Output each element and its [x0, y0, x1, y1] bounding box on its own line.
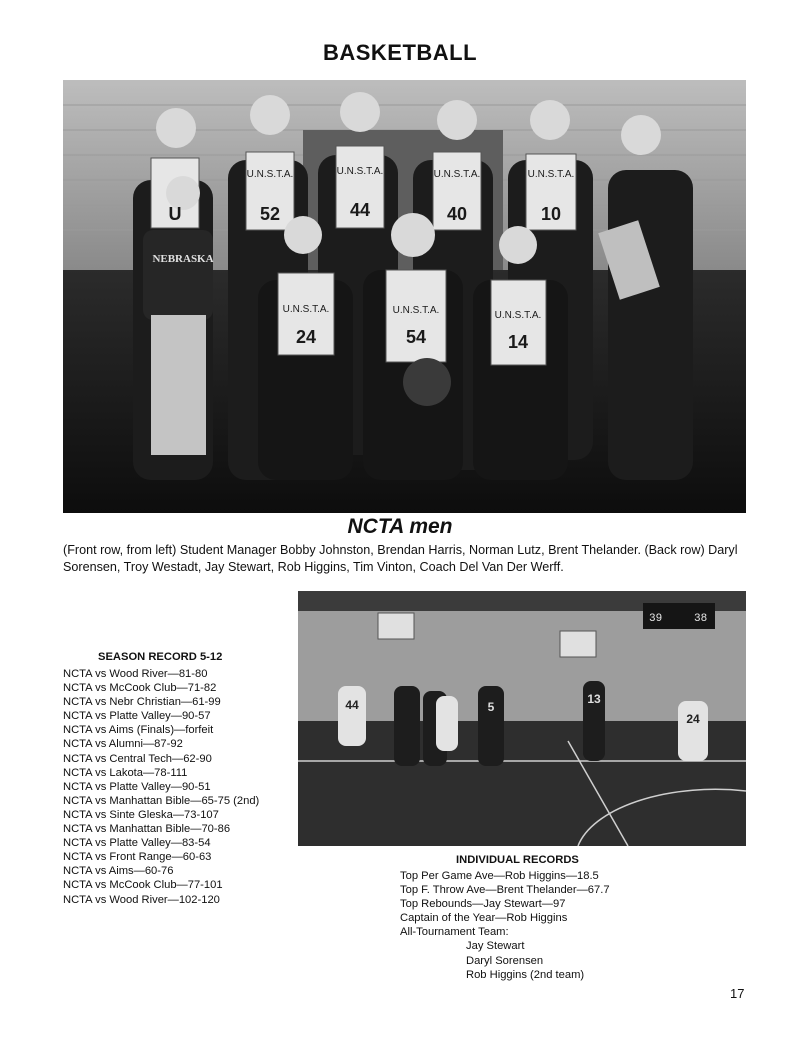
all-tournament-item: Jay Stewart — [466, 940, 525, 953]
list-item: Captain of the Year—Rob Higgins — [400, 912, 568, 925]
list-item: Top F. Throw Ave—Brent Thelander—67.7 — [400, 884, 610, 897]
back-jersey-1: U — [168, 204, 182, 224]
front-jersey-2: 54 — [405, 327, 427, 347]
back-jersey-3: 44 — [349, 200, 371, 220]
sweatshirt-text: NEBRASKA — [152, 253, 214, 265]
list-item: NCTA vs Manhattan Bible—65-75 (2nd) — [63, 794, 260, 807]
jersey-lettering-1: U.N.S.T.A. — [246, 169, 294, 180]
list-item: NCTA vs Aims (Finals)—forfeit — [63, 724, 214, 737]
list-item: NCTA vs Nebr Christian—61-99 — [63, 696, 221, 709]
front-jersey-3: 14 — [507, 332, 529, 352]
jersey-lettering-7: U.N.S.T.A. — [494, 310, 542, 321]
jersey-lettering-3: U.N.S.T.A. — [433, 169, 481, 180]
back-jersey-2: 52 — [259, 204, 281, 224]
list-item: Top Rebounds—Jay Stewart—97 — [400, 898, 566, 911]
season-record-title: SEASON RECORD 5-12 — [98, 651, 223, 663]
jersey-lettering-5: U.N.S.T.A. — [282, 304, 330, 315]
list-item: NCTA vs Wood River—81-80 — [63, 668, 208, 680]
scoreboard-home: 39 — [649, 613, 663, 625]
team-photo — [63, 80, 746, 513]
individual-records-list — [400, 869, 610, 982]
individual-records-title: INDIVIDUAL RECORDS — [456, 854, 579, 866]
list-item: NCTA vs Central Tech—62-90 — [63, 752, 212, 765]
jersey-lettering-2: U.N.S.T.A. — [336, 166, 384, 177]
list-item: NCTA vs Platte Valley—90-57 — [63, 710, 211, 723]
scoreboard-away: 38 — [694, 613, 708, 625]
page-number: 17 — [730, 986, 745, 1001]
game-jersey-4: 24 — [686, 712, 700, 726]
list-item: NCTA vs Platte Valley—83-54 — [63, 837, 211, 850]
back-jersey-4: 40 — [446, 204, 468, 224]
game-jersey-2: 5 — [487, 700, 495, 714]
all-tournament-item: Daryl Sorensen — [466, 954, 544, 967]
jersey-lettering-6: U.N.S.T.A. — [392, 305, 440, 316]
page-title: BASKETBALL — [322, 40, 478, 65]
list-item: All-Tournament Team: — [400, 926, 509, 939]
game-jersey-3: 13 — [587, 692, 601, 706]
all-tournament-item: Rob Higgins (2nd team) — [466, 968, 585, 981]
caption-title: NCTA men — [347, 515, 453, 538]
list-item: NCTA vs Alumni—87-92 — [63, 738, 183, 751]
game-jersey-1: 44 — [345, 698, 359, 712]
list-item: NCTA vs McCook Club—71-82 — [63, 682, 217, 695]
list-item: Top Per Game Ave—Rob Higgins—18.5 — [400, 870, 599, 882]
back-jersey-5: 10 — [540, 204, 562, 224]
list-item: NCTA vs Platte Valley—90-51 — [63, 780, 211, 793]
list-item: NCTA vs Aims—60-76 — [63, 865, 174, 878]
list-item: NCTA vs Wood River—102-120 — [63, 893, 220, 906]
list-item: NCTA vs Lakota—78-111 — [63, 766, 188, 779]
game-action-photo — [298, 591, 746, 846]
list-item: NCTA vs Front Range—60-63 — [63, 851, 212, 864]
front-jersey-1: 24 — [295, 327, 317, 347]
photo-caption: (Front row, from left) Student Manager Bobby Johnston, Brendan Harris, Norman Lutz, Brent Thelander. (Back row) Daryl Sorensen, Troy Westadt, Jay Stewart, Rob Higgins, Tim Vinton, Coach Del Van Der Werff. — [63, 543, 738, 574]
list-item: NCTA vs Manhattan Bible—70-86 — [63, 823, 231, 836]
list-item: NCTA vs Sinte Gleska—73-107 — [63, 808, 219, 821]
jersey-lettering-4: U.N.S.T.A. — [527, 169, 575, 180]
season-record-list — [63, 667, 259, 907]
list-item: NCTA vs McCook Club—77-101 — [63, 879, 223, 892]
